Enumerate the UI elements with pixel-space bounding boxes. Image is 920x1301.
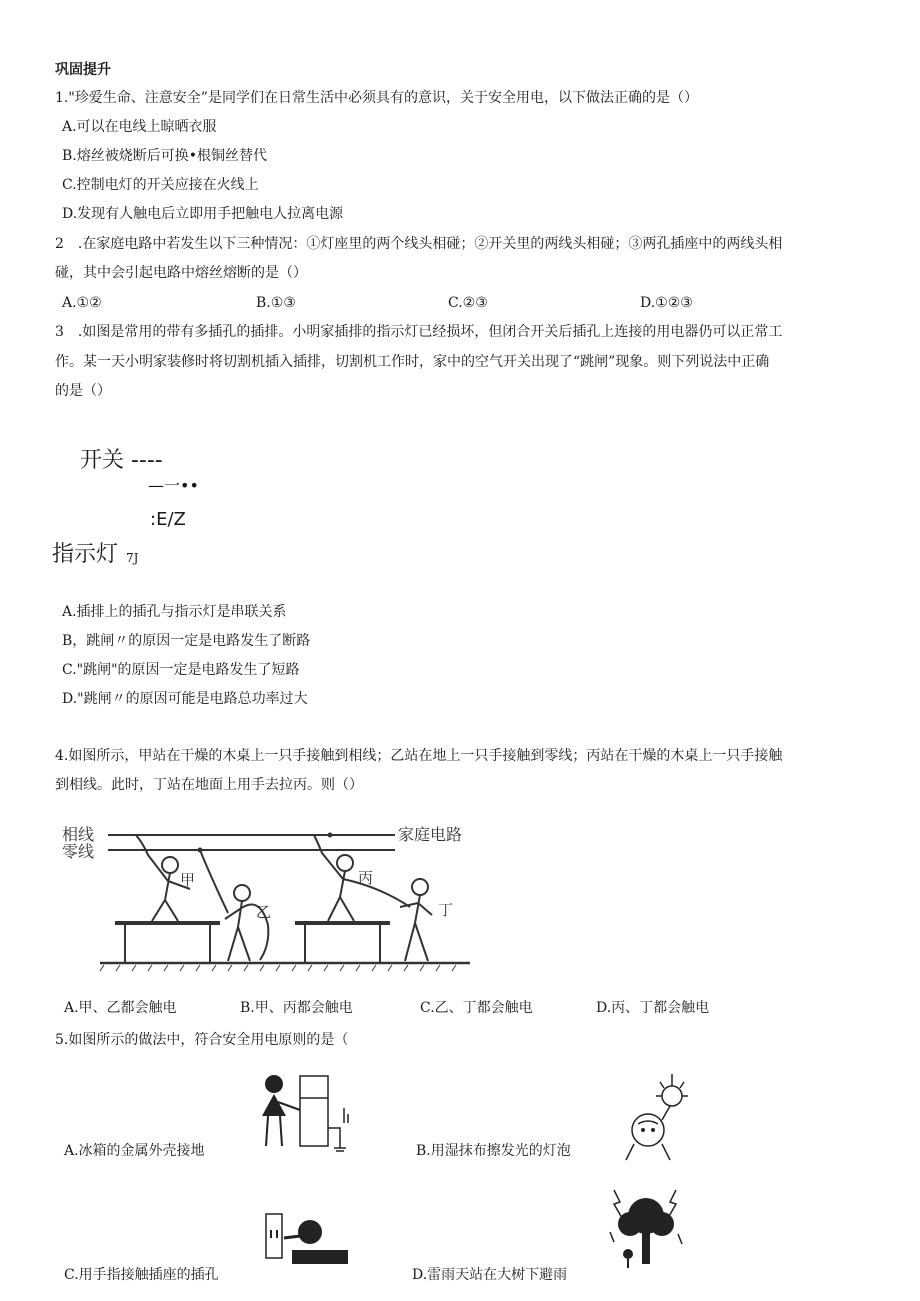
fig-ding-label: 丁 bbox=[438, 901, 454, 919]
q1-option-c[interactable]: C.控制电灯的开关应接在火线上 bbox=[62, 177, 259, 193]
fig-jia-label: 甲 bbox=[180, 871, 196, 889]
q3-fig-indicator-small: 7J bbox=[126, 551, 139, 565]
q5-option-b[interactable]: B.用湿抹布擦发光的灯泡 bbox=[416, 1143, 571, 1159]
q5-option-a[interactable]: A.冰箱的金属外壳接地 bbox=[64, 1143, 205, 1159]
wet-cloth-bulb-image bbox=[612, 1072, 702, 1162]
q2-option-a[interactable]: A.①② bbox=[62, 295, 102, 311]
q2-option-d[interactable]: D.①②③ bbox=[640, 295, 693, 311]
q1-option-b[interactable]: B.熔丝被烧断后可换•根铜丝替代 bbox=[62, 148, 267, 164]
q1-option-d[interactable]: D.发现有人触电后立即用手把触电人拉离电源 bbox=[62, 206, 344, 222]
q3-stem-line2: 作。某一天小明家装修时将切割机插入插排，切割机工作时，家中的空气开关出现了“跳闸”现象。则下列说法中正确 bbox=[55, 354, 770, 370]
q3-option-b[interactable]: B，跳闸〃的原因一定是电路发生了断路 bbox=[62, 633, 311, 649]
q1-option-a[interactable]: A.可以在电线上晾晒衣服 bbox=[62, 119, 217, 135]
q5-option-d[interactable]: D.雷雨天站在大树下避雨 bbox=[412, 1267, 568, 1283]
fig-live-label: 相线 bbox=[62, 825, 95, 844]
q2-option-c[interactable]: C.②③ bbox=[448, 295, 488, 311]
q3-option-a[interactable]: A.插排上的插孔与指示灯是串联关系 bbox=[62, 604, 287, 620]
section-title: 巩固提升 bbox=[55, 62, 111, 78]
q3-option-c[interactable]: C."跳闸"的原因一定是电路发生了短路 bbox=[62, 662, 300, 678]
q4-stem-line1: 4.如图所示，甲站在干燥的木桌上一只手接触到相线；乙站在地上一只手接触到零线；丙站在干燥的木桌上一只手接触 bbox=[55, 748, 783, 764]
q3-fig-indicator-label: 指示灯 bbox=[52, 542, 119, 567]
fig-bing-label: 丙 bbox=[358, 869, 374, 887]
q4-option-a[interactable]: A.甲、乙都会触电 bbox=[64, 1000, 177, 1016]
q3-fig-ez: :E/Z bbox=[150, 509, 186, 530]
q5-option-c[interactable]: C.用手指接触插座的插孔 bbox=[64, 1267, 219, 1283]
fig-home-label: 家庭电路 bbox=[398, 825, 463, 844]
q3-fig-line: —一•• bbox=[148, 476, 199, 495]
q4-stem-line2: 到相线。此时，丁站在地面上用手去拉丙。则（） bbox=[55, 777, 363, 793]
q3-stem-line3: 的是（） bbox=[55, 383, 111, 399]
fig-neutral-label: 零线 bbox=[62, 842, 95, 861]
q2-option-b[interactable]: B.①③ bbox=[256, 295, 296, 311]
q2-stem-line1: 2 .在家庭电路中若发生以下三种情况：①灯座里的两个线头相碰；②开关里的两线头相碰；③两孔插座中的两线头相 bbox=[55, 236, 783, 252]
q4-option-c[interactable]: C.乙、丁都会触电 bbox=[420, 1000, 533, 1016]
q4-option-b[interactable]: B.甲、丙都会触电 bbox=[240, 1000, 353, 1016]
tree-lightning-image bbox=[606, 1188, 686, 1268]
q4-option-d[interactable]: D.丙、丁都会触电 bbox=[596, 1000, 710, 1016]
q4-circuit-figure bbox=[60, 815, 480, 975]
q3-option-d[interactable]: D."跳闸〃的原因可能是电路总功率过大 bbox=[62, 691, 308, 707]
fridge-grounding-image bbox=[248, 1068, 358, 1153]
q5-stem: 5.如图所示的做法中，符合安全用电原则的是（ bbox=[55, 1032, 349, 1048]
fig-yi-label: 乙 bbox=[256, 903, 272, 921]
q3-fig-switch-label: 开关 ---- bbox=[80, 448, 163, 473]
finger-socket-image bbox=[262, 1210, 352, 1265]
q1-stem: 1."珍爱生命、注意安全”是同学们在日常生活中必须具有的意识，关于安全用电，以下做法正确的是（） bbox=[55, 90, 698, 106]
q3-stem-line1: 3 .如图是常用的带有多插孔的插排。小明家插排的指示灯已经损坏，但闭合开关后插孔上连接的用电器仍可以正常工 bbox=[55, 324, 783, 340]
q2-stem-line2: 碰，其中会引起电路中熔丝熔断的是（） bbox=[55, 265, 307, 281]
